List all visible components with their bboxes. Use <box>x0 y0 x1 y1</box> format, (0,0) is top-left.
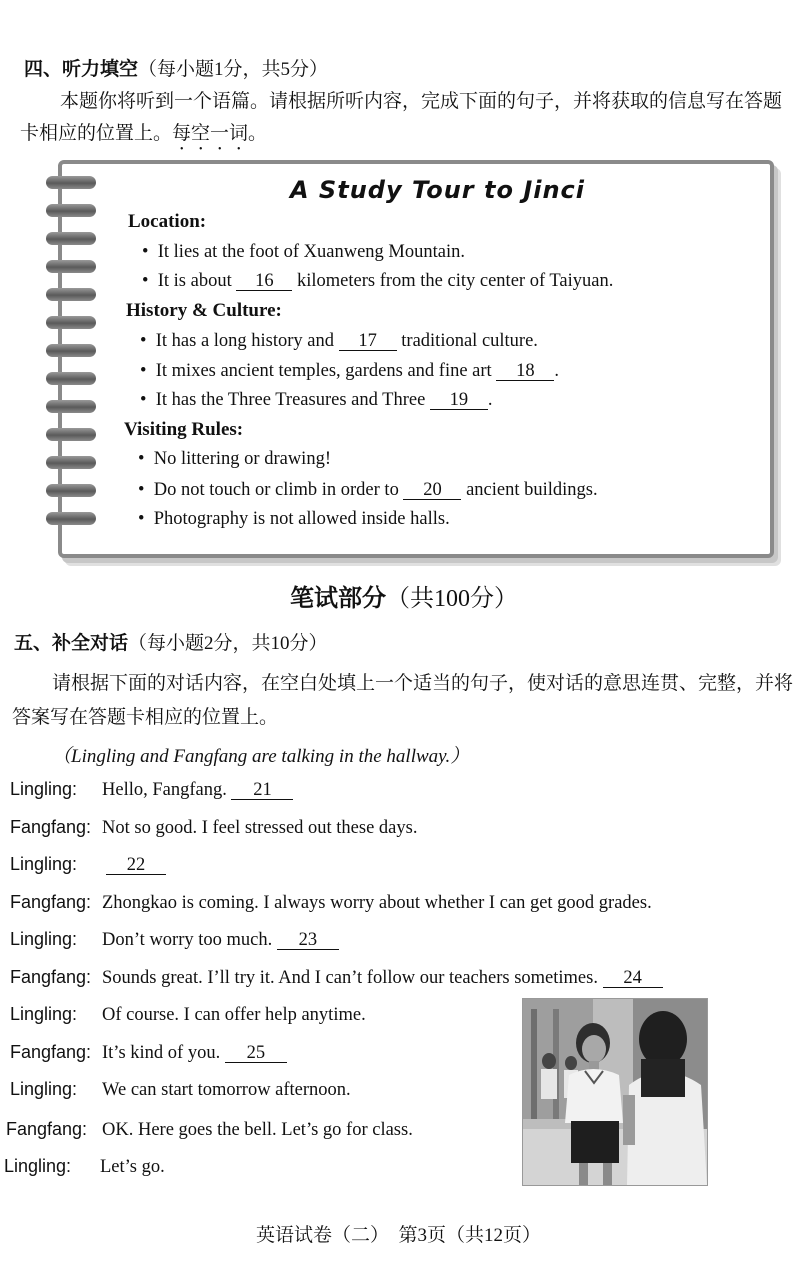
answer-blank-21: 21 <box>231 781 293 800</box>
dialogue-text: Hello, Fangfang. 21 <box>102 780 293 801</box>
speaker: Fangfang: <box>10 1042 92 1062</box>
dialogue-text: Sounds great. I’ll try it. And I can’t follow our teachers sometimes. 24 <box>102 968 663 989</box>
speaker: Fangfang: <box>10 817 92 837</box>
spiral-ring <box>46 400 96 413</box>
dialogue-line <box>6 1119 87 1140</box>
location-heading: Location: <box>128 211 207 232</box>
page-footer: 英语试卷（二） 第3页（共12页） <box>256 1225 542 1246</box>
rule-item: • Do not touch or climb in order to 20 ancient buildings. <box>138 480 598 500</box>
speaker: Lingling: <box>4 1156 72 1176</box>
speaker: Fangfang: <box>10 967 92 987</box>
dialogue-text: Zhongkao is coming. I always worry about whether I can get good grades. <box>102 893 652 913</box>
dialogue-text: Don’t worry too much. 23 <box>102 930 339 951</box>
speaker: Fangfang: <box>10 892 92 912</box>
dialogue-line <box>10 967 91 988</box>
answer-blank-24: 24 <box>603 969 663 988</box>
spiral-ring <box>46 260 96 273</box>
dialogue-text: Let’s go. <box>100 1157 165 1177</box>
dialogue-text: Of course. I can offer help anytime. <box>102 1005 366 1025</box>
answer-blank-16: 16 <box>236 272 292 291</box>
section5-instruction-line1: 请根据下面的对话内容，在空白处填上一个适当的句子，使对话的意思连贯、完整，并将 <box>52 673 794 694</box>
rule-item: • Photography is not allowed inside halls. <box>138 509 450 529</box>
written-part-title: 笔试部分（共100分） <box>290 586 518 612</box>
dialogue-scene: （Lingling and Fangfang are talking in the hallway.） <box>52 746 470 767</box>
spiral-ring <box>46 344 96 357</box>
answer-blank-19: 19 <box>430 391 488 410</box>
spiral-ring <box>46 204 96 217</box>
answer-blank-25: 25 <box>225 1044 287 1063</box>
answer-blank-20: 20 <box>403 481 461 500</box>
dialogue-text: OK. Here goes the bell. Let’s go for class. <box>102 1120 413 1140</box>
dialogue-line <box>10 1004 77 1025</box>
dialogue-text: We can start tomorrow afternoon. <box>102 1080 351 1100</box>
spiral-ring <box>46 512 96 525</box>
history-item: • It has a long history and 17 traditional culture. <box>140 331 538 351</box>
location-item: • It lies at the foot of Xuanweng Mountain. <box>142 242 465 262</box>
answer-blank-23: 23 <box>277 931 339 950</box>
section4-instruction-line2: 卡相应的位置上。每空一词。 <box>20 123 268 144</box>
history-heading: History & Culture: <box>126 300 282 321</box>
spiral-ring <box>46 372 96 385</box>
answer-blank-18: 18 <box>496 362 554 381</box>
dialogue-line <box>10 1079 77 1100</box>
speaker: Fangfang: <box>6 1119 88 1139</box>
history-item: • It has the Three Treasures and Three 19 . <box>140 390 493 410</box>
dialogue-text: It’s kind of you. 25 <box>102 1043 287 1064</box>
spiral-ring <box>46 176 96 189</box>
spiral-ring <box>46 288 96 301</box>
dialogue-line <box>4 1156 71 1177</box>
spiral-ring <box>46 484 96 497</box>
dialogue-line <box>10 817 91 838</box>
students-illustration <box>523 999 707 1185</box>
rule-item: • No littering or drawing! <box>138 449 331 469</box>
card-title: A Study Tour to Jinci <box>290 176 586 204</box>
dialogue-text: Not so good. I feel stressed out these days. <box>102 818 418 838</box>
spiral-ring <box>46 232 96 245</box>
section5-title: 五、补全对话（每小题2分，共10分） <box>14 633 328 654</box>
dialogue-line <box>10 1042 91 1063</box>
section4-title: 四、听力填空（每小题1分，共5分） <box>24 59 329 80</box>
spiral-ring <box>46 316 96 329</box>
spiral-ring <box>46 428 96 441</box>
location-item: • It is about 16 kilometers from the city center of Taiyuan. <box>142 271 614 291</box>
dialogue-line <box>10 929 77 950</box>
spiral-ring <box>46 456 96 469</box>
section5-instruction-line2: 答案写在答题卡相应的位置上。 <box>12 707 279 728</box>
dialogue-text <box>106 855 166 876</box>
answer-blank-22: 22 <box>106 856 166 875</box>
answer-blank-17: 17 <box>339 332 397 351</box>
dialogue-line <box>10 779 77 800</box>
rules-heading: Visiting Rules: <box>124 419 244 440</box>
speaker: Lingling: <box>10 929 78 949</box>
speaker: Lingling: <box>10 1004 78 1024</box>
history-item: • It mixes ancient temples, gardens and fine art 18 . <box>140 361 559 381</box>
students-photo <box>522 998 708 1186</box>
dialogue-line <box>10 854 77 875</box>
speaker: Lingling: <box>10 779 78 799</box>
speaker: Lingling: <box>10 1079 78 1099</box>
dialogue-line <box>10 892 91 913</box>
emphasis-text: 每空一词 <box>172 123 249 144</box>
section4-instruction-line1: 本题你将听到一个语篇。请根据所听内容，完成下面的句子，并将获取的信息写在答题 <box>60 91 783 112</box>
speaker: Lingling: <box>10 854 78 874</box>
